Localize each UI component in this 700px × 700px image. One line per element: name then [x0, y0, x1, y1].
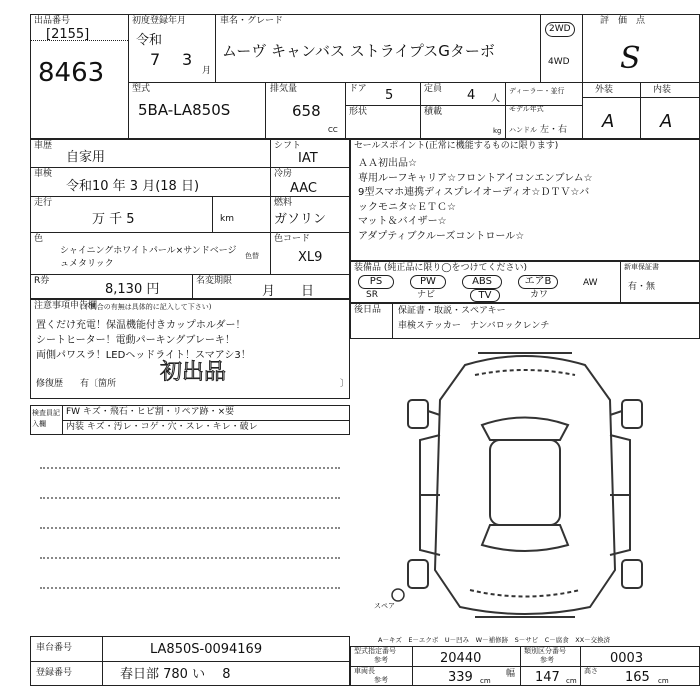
- equip-sr: SR: [366, 290, 378, 300]
- color-label: 色: [34, 234, 44, 244]
- recycle-label: R券: [34, 276, 50, 286]
- divider: [350, 666, 700, 667]
- ref-label: 参考: [374, 656, 388, 664]
- warranty-label: 新車保証書: [624, 263, 659, 271]
- repair-value: 有〔箇所: [80, 379, 117, 389]
- fuel-label: 燃料: [274, 198, 293, 208]
- reg-year: 7: [150, 50, 161, 69]
- divider: [412, 646, 413, 686]
- notes-lines: [36, 318, 251, 363]
- notes-sub: (不具合の有無は具体的に記入して下さい): [80, 303, 212, 311]
- capacity-label: 定員: [424, 84, 443, 94]
- car-diagram: [390, 345, 660, 625]
- divider: [520, 646, 521, 686]
- length-label: 車両長: [354, 667, 375, 675]
- note-line: シートヒーター！電動パーキングブレーキ！: [36, 335, 235, 346]
- shift-value: IAT: [298, 151, 318, 166]
- sales-line: 専用ルーフキャリア☆フロントアイコンエンブレム☆: [358, 172, 593, 184]
- divider: [62, 420, 350, 421]
- blank-line: [40, 557, 340, 559]
- width-label: 幅: [506, 669, 516, 679]
- type-num-label: 型式指定番号: [354, 647, 396, 655]
- divider: [620, 261, 621, 303]
- car-roof: [490, 440, 560, 525]
- height-label: 高さ: [584, 667, 598, 675]
- capacity-value: 4: [467, 88, 476, 103]
- ref-label: 参考: [374, 676, 388, 684]
- sales-line: アダプティブクルーズコントロール☆: [358, 230, 525, 242]
- class-num-value: 0003: [610, 651, 644, 666]
- divider: [392, 303, 393, 339]
- colorcode-value: XL9: [298, 250, 323, 265]
- divider: [265, 82, 266, 139]
- blank-line: [40, 587, 340, 589]
- divider: [582, 14, 583, 139]
- divider: [345, 82, 346, 139]
- wheel-rear-left: [408, 560, 428, 588]
- load-label: 積載: [424, 107, 443, 117]
- attachments-line1: 保証書・取説・スペアキー: [398, 306, 506, 316]
- equip-tv: TV: [470, 289, 500, 302]
- divider: [582, 97, 700, 98]
- car-body-outline: [435, 356, 615, 614]
- handle-value: 左・右: [540, 125, 568, 135]
- divider: [540, 14, 541, 82]
- divider: [215, 14, 216, 82]
- cm-unit: cm: [480, 677, 491, 685]
- height-value: 165: [625, 670, 650, 685]
- lot-number: 8463: [38, 58, 105, 88]
- transfer-value: 月 日: [262, 284, 315, 299]
- transfer-label: 名変期限: [196, 276, 233, 286]
- spare-tire-icon: [392, 589, 404, 601]
- kg-unit: kg: [493, 127, 502, 135]
- score-value: S: [620, 41, 641, 76]
- divider: [30, 196, 350, 197]
- dealer-label: ディーラー・並行: [509, 87, 565, 95]
- cc-unit: CC: [328, 126, 338, 134]
- reg-era: 令和: [136, 33, 163, 48]
- wheel-front-left: [408, 400, 428, 428]
- mirror-left: [428, 411, 440, 415]
- equip-abs: ABS: [462, 275, 502, 289]
- ac-value: AAC: [290, 181, 317, 196]
- person-unit: 人: [491, 94, 501, 104]
- history-value: 自家用: [66, 150, 106, 165]
- doors-label: ドア: [349, 84, 367, 94]
- divider: [420, 82, 421, 139]
- note-line: 両側パワスラ！LEDヘッドライト！スマアシ3！: [36, 350, 251, 361]
- type-num-value: 20440: [440, 651, 482, 666]
- attachments-label: 後日品: [354, 305, 382, 315]
- history-label: 車歴: [34, 141, 53, 151]
- checks-row1: FW キズ・飛石・ヒビ割・リペア跡・×要: [66, 407, 235, 417]
- divider: [102, 636, 103, 686]
- car-name: ムーヴ キャンバス ストライプスGターボ: [222, 42, 495, 60]
- stamp-first-listing: 初出品: [160, 360, 227, 385]
- divider: [505, 82, 506, 139]
- divider: [30, 661, 350, 662]
- month-unit: 月: [202, 66, 212, 76]
- divider: [128, 82, 582, 83]
- divider: [270, 139, 271, 274]
- displacement-value: 658: [292, 102, 321, 120]
- checks-row2: 内装 キズ・汚レ・コゲ・穴・スレ・キレ・破レ: [66, 422, 258, 432]
- blank-line: [40, 497, 340, 499]
- model-label: 型式: [132, 84, 151, 94]
- divider: [270, 167, 350, 168]
- cm-unit: cm: [566, 677, 577, 685]
- class-num-label: 類別区分番号: [524, 647, 566, 655]
- warranty-value: 有・無: [628, 282, 656, 292]
- interior-value: A: [660, 111, 673, 132]
- cm-unit: cm: [658, 677, 669, 685]
- chassis-value: LA850S-0094169: [150, 642, 263, 657]
- ref-label: 参考: [540, 656, 554, 664]
- wheel-rear-right: [622, 560, 642, 588]
- damage-legend: A－キズ E－エクボ U－凹み W－補修跡 S－サビ C－腐食 XX－交換済: [378, 636, 611, 644]
- sales-line: ＡＡ初出品☆: [358, 158, 417, 169]
- header-frame: [30, 14, 700, 139]
- divider: [30, 274, 350, 275]
- lot-label: 出品番号: [34, 16, 71, 26]
- divider: [30, 232, 350, 233]
- notes-label: 注意事項申告欄: [34, 301, 98, 311]
- ac-label: 冷房: [274, 169, 293, 179]
- drive-4wd: 4WD: [548, 57, 570, 67]
- wheel-front-right: [622, 400, 642, 428]
- equip-ps: PS: [358, 275, 394, 289]
- shift-label: シフト: [274, 141, 302, 151]
- sales-title: セールスポイント(正常に機能するものに限ります): [354, 141, 559, 151]
- length-value: 339: [448, 670, 473, 685]
- equip-leather: カワ: [530, 290, 549, 300]
- spare-label: スペア: [374, 602, 395, 610]
- color-value: シャイニングホワイトパール×サンドベージュメタリック: [60, 246, 237, 269]
- car-trunk: [470, 590, 580, 597]
- sales-list: [358, 157, 593, 244]
- repair-bracket: 〕: [340, 379, 350, 389]
- chassis-label: 車台番号: [36, 643, 73, 653]
- doors-value: 5: [385, 88, 394, 103]
- equip-pw: PW: [410, 275, 446, 289]
- interior-label: 内装: [653, 85, 672, 95]
- drive-2wd: 2WD: [545, 22, 575, 37]
- inspection-value: 令和10 年 3 月(18 日): [66, 179, 200, 194]
- score-label: 評 価 点: [600, 16, 646, 26]
- car-hood: [475, 370, 575, 375]
- divider: [212, 196, 213, 232]
- lot-sub: [2155]: [46, 27, 90, 42]
- model-year-label: モデル年式: [509, 105, 544, 113]
- reg-label: 初度登録年月: [132, 16, 187, 26]
- color-change-label: 色替: [245, 252, 259, 260]
- attachments-line2: 車検ステッカー ナンバロックレンチ: [398, 321, 550, 331]
- sales-line: マット＆バイザー☆: [358, 216, 447, 227]
- shape-label: 形状: [349, 107, 368, 117]
- divider: [640, 82, 641, 139]
- blank-line: [40, 467, 340, 469]
- divider: [192, 274, 193, 299]
- displacement-label: 排気量: [270, 84, 298, 94]
- divider: [580, 646, 581, 686]
- recycle-value: 8,130 円: [105, 282, 160, 297]
- exterior-label: 外装: [595, 85, 614, 95]
- plate-value: 春日部 780 い 8: [120, 667, 231, 682]
- checks-label: 検査員記入欄: [32, 409, 60, 428]
- km-unit: km: [220, 214, 234, 224]
- car-windshield: [482, 418, 568, 441]
- equip-navi: ナビ: [417, 290, 436, 300]
- divider: [582, 82, 700, 83]
- repair-label: 修復歴: [36, 379, 64, 389]
- car-rear-window: [482, 525, 568, 551]
- equipment-title: 装備品 (純正品に限り◯をつけてください): [354, 263, 527, 273]
- sales-line: ックモニタ☆ＥＴＣ☆: [358, 201, 456, 213]
- mileage-label: 走行: [34, 198, 53, 208]
- mirror-right: [610, 411, 622, 415]
- fuel-value: ガソリン: [274, 212, 327, 227]
- colorcode-label: 色コード: [274, 234, 311, 244]
- handle-label: ハンドル: [509, 126, 537, 134]
- exterior-value: A: [602, 111, 615, 132]
- divider: [128, 14, 129, 139]
- plate-label: 登録番号: [36, 668, 73, 678]
- note-line: 置くだけ充電！保温機能付きカップホルダー！: [36, 320, 246, 331]
- inspection-label: 車検: [34, 169, 53, 179]
- blank-line: [40, 527, 340, 529]
- sales-line: 9型スマホ連携ディスプレイオーディオ☆ＤＴＶ☆バ: [358, 187, 590, 198]
- width-value: 147: [535, 670, 560, 685]
- reg-month: 3: [182, 50, 193, 69]
- equip-airbag: エアB: [518, 275, 558, 289]
- equip-aw: AW: [583, 278, 598, 288]
- model-value: 5BA-LA850S: [138, 101, 231, 119]
- mileage-value: 万 千 5: [92, 212, 135, 227]
- name-label: 車名・グレード: [220, 16, 284, 26]
